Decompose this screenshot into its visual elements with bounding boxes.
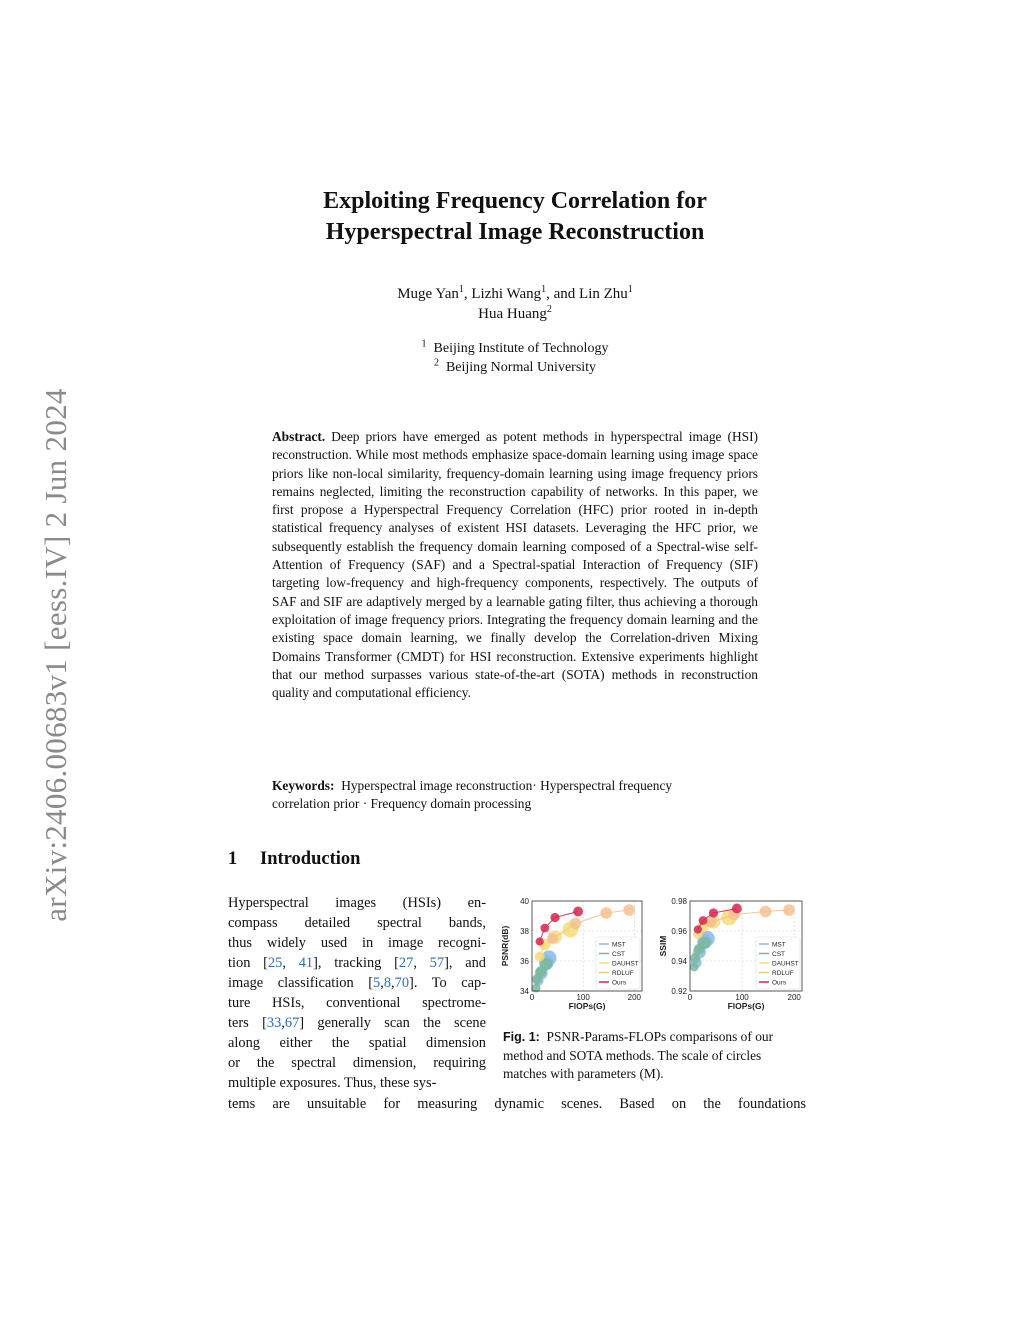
- author-list: [200, 284, 830, 324]
- data-point: [535, 952, 545, 962]
- intro-line: image classification [5,8,70]. To cap-: [228, 975, 487, 991]
- legend-label: MST: [612, 941, 626, 949]
- abstract-label: Abstract.: [272, 429, 326, 444]
- citation-link[interactable]: 41: [298, 955, 314, 971]
- data-point: [570, 918, 582, 930]
- x-tick-label: 0: [529, 993, 535, 1002]
- figure-1-charts: [500, 893, 810, 1023]
- data-point: [699, 916, 708, 925]
- citation-link[interactable]: 33: [266, 1015, 282, 1031]
- intro-line: tion [25, 41], tracking [27, 57], and: [228, 955, 486, 971]
- keywords: [272, 777, 772, 814]
- section-title: Introduction: [260, 849, 361, 869]
- intro-line: thus widely used in image recogni-: [228, 935, 486, 951]
- arxiv-identifier: arXiv:2406.00683v1 [eess.IV] 2 Jun 2024: [38, 388, 73, 922]
- legend-label: RDLUF: [772, 970, 794, 977]
- affiliation-name: Beijing Institute of Technology: [433, 341, 609, 356]
- author-line-2: [200, 304, 830, 324]
- abstract-text: Deep priors have emerged as potent methods in hyperspectral image (HSI) reconstruction. While most methods emphasize space-domain learning using image space priors like non-local similarity, frequency-domain learning using image frequency priors remains neglected, limiting the reconstruction capability of networks. In this paper, we first propose a Hyperspectral Frequency Correlation (HFC) prior rooted in in-depth statistical frequency analyses of existent HSI datasets. Leveraging the HFC prior, we subsequently establish the frequency domain learning composed of a Spectral-wise self-Attention of Frequency (SAF) and a Spectral-spatial Interaction of Frequency (SIF) targeting low-frequency and high-frequency components, respectively. The outputs of SAF and SIF are adaptively merged by a learnable gating filter, thus achieving a thorough exploitation of image frequency priors. Integrating the frequency domain learning and the existing space domain learning, we finally develop the Correlation-driven Mixing Domains Transformer (CMDT) for HSI reconstruction. Extensive experiments highlight that our method surpasses various state-of-the-art (SOTA) methods in reconstruction quality and computational efficiency.: [272, 429, 758, 701]
- legend-label: DAUHST: [612, 960, 639, 968]
- intro-line: or the spectral dimension, requiring: [228, 1055, 486, 1071]
- x-tick-label: 200: [627, 993, 642, 1002]
- section-number: 1: [228, 849, 238, 869]
- section-heading: [228, 849, 360, 870]
- y-axis-label: SSIM: [658, 935, 668, 957]
- legend-label: Ours: [772, 979, 787, 987]
- data-point: [573, 907, 583, 917]
- citation-link[interactable]: 67: [284, 1015, 300, 1031]
- citation-link[interactable]: 57: [429, 955, 445, 971]
- abstract: [272, 428, 758, 702]
- y-tick-label: 34: [520, 987, 529, 996]
- author-name: Hua Huang: [478, 306, 547, 322]
- title-line-1: Exploiting Frequency Correlation for: [323, 188, 707, 214]
- legend-label: DAUHST: [772, 960, 799, 968]
- citation-link[interactable]: 27: [398, 955, 414, 971]
- y-tick-label: 0.94: [671, 957, 687, 966]
- x-tick-label: 200: [787, 993, 801, 1002]
- figure-caption-text: PSNR-Params-FLOPs comparisons of our method and SOTA methods. The scale of circles matches with parameters (M).: [503, 1029, 774, 1081]
- data-point: [698, 937, 710, 949]
- author-affiliation-mark: 1: [627, 284, 633, 295]
- x-axis-label: FlOPs(G): [568, 1001, 606, 1011]
- intro-continuation-line: tems are unsuitable for measuring dynamic scenes. Based on the foundations: [228, 1096, 806, 1112]
- y-tick-label: 0.92: [671, 987, 687, 996]
- data-point: [690, 963, 699, 972]
- affiliation-mark: 1: [421, 338, 427, 350]
- legend-label: Ours: [612, 979, 627, 987]
- intro-line: Hyperspectral images (HSIs) en-: [228, 895, 486, 911]
- author-line-1: [200, 284, 830, 304]
- citation-link[interactable]: 70: [394, 975, 410, 991]
- y-axis-label: PSNR(dB): [500, 925, 510, 967]
- legend-label: CST: [772, 951, 785, 958]
- data-point: [690, 953, 700, 963]
- affiliation-2: [200, 356, 830, 378]
- y-tick-label: 0.98: [671, 897, 687, 906]
- data-point: [550, 913, 559, 922]
- figure-1: [500, 893, 810, 1023]
- author-affiliation-mark: 2: [546, 304, 552, 315]
- intro-line: ters [33,67] generally scan the scene: [228, 1015, 486, 1031]
- figure-caption: [503, 1028, 805, 1084]
- y-tick-label: 0.96: [671, 927, 687, 936]
- affiliation-1: [200, 340, 830, 359]
- y-tick-label: 38: [520, 927, 529, 936]
- intro-line: compass detailed spectral bands,: [228, 915, 486, 931]
- legend-label: CST: [612, 951, 625, 958]
- figure-label: Fig. 1:: [503, 1030, 540, 1044]
- author-name: Lin Zhu: [579, 286, 628, 302]
- data-point: [623, 904, 635, 916]
- intro-line: ture HSIs, conventional spectrome-: [228, 995, 486, 1011]
- author-affiliation-mark: 1: [541, 284, 547, 295]
- data-point: [732, 904, 742, 914]
- legend-label: RDLUF: [612, 970, 634, 977]
- x-tick-label: 100: [735, 993, 749, 1002]
- y-tick-label: 40: [520, 897, 529, 906]
- keywords-label: Keywords:: [272, 778, 335, 793]
- intro-paragraph: [228, 893, 486, 1093]
- paper-title: [200, 186, 830, 248]
- series-line: [552, 910, 629, 939]
- affiliations: [200, 340, 830, 377]
- x-axis-label: FlOPs(G): [727, 1001, 765, 1011]
- author-separator: , and: [546, 286, 580, 302]
- x-tick-label: 100: [576, 993, 590, 1002]
- data-point: [536, 937, 544, 945]
- affiliation-name: Beijing Normal University: [445, 359, 597, 375]
- author-name: Muge Yan: [397, 286, 459, 302]
- data-point: [783, 904, 795, 916]
- data-point: [600, 907, 612, 919]
- keywords-line-2: correlation prior · Frequency domain processing: [272, 796, 532, 812]
- intro-line: along either the spatial dimension: [228, 1035, 486, 1051]
- intro-line: multiple exposures. Thus, these sys-: [228, 1075, 437, 1091]
- legend-label: MST: [772, 941, 786, 949]
- arxiv-sidebar-stamp: [30, 360, 82, 950]
- citation-link[interactable]: 5: [373, 975, 381, 991]
- author-affiliation-mark: 1: [458, 284, 464, 295]
- y-tick-label: 36: [520, 957, 529, 966]
- data-point: [760, 906, 772, 918]
- x-tick-label: 0: [687, 993, 693, 1002]
- keywords-line-1: Hyperspectral image reconstruction· Hyperspectral frequency: [341, 778, 673, 793]
- citation-link[interactable]: 8: [383, 975, 392, 991]
- data-point: [709, 908, 718, 917]
- affiliation-mark: 2: [433, 356, 439, 368]
- data-point: [547, 933, 558, 944]
- citation-link[interactable]: 25: [267, 955, 283, 971]
- data-point: [540, 924, 549, 933]
- data-point: [694, 925, 702, 933]
- author-name: Lizhi Wang: [471, 286, 542, 302]
- title-line-2: Hyperspectral Image Reconstruction: [325, 219, 705, 245]
- author-separator: ,: [463, 286, 472, 302]
